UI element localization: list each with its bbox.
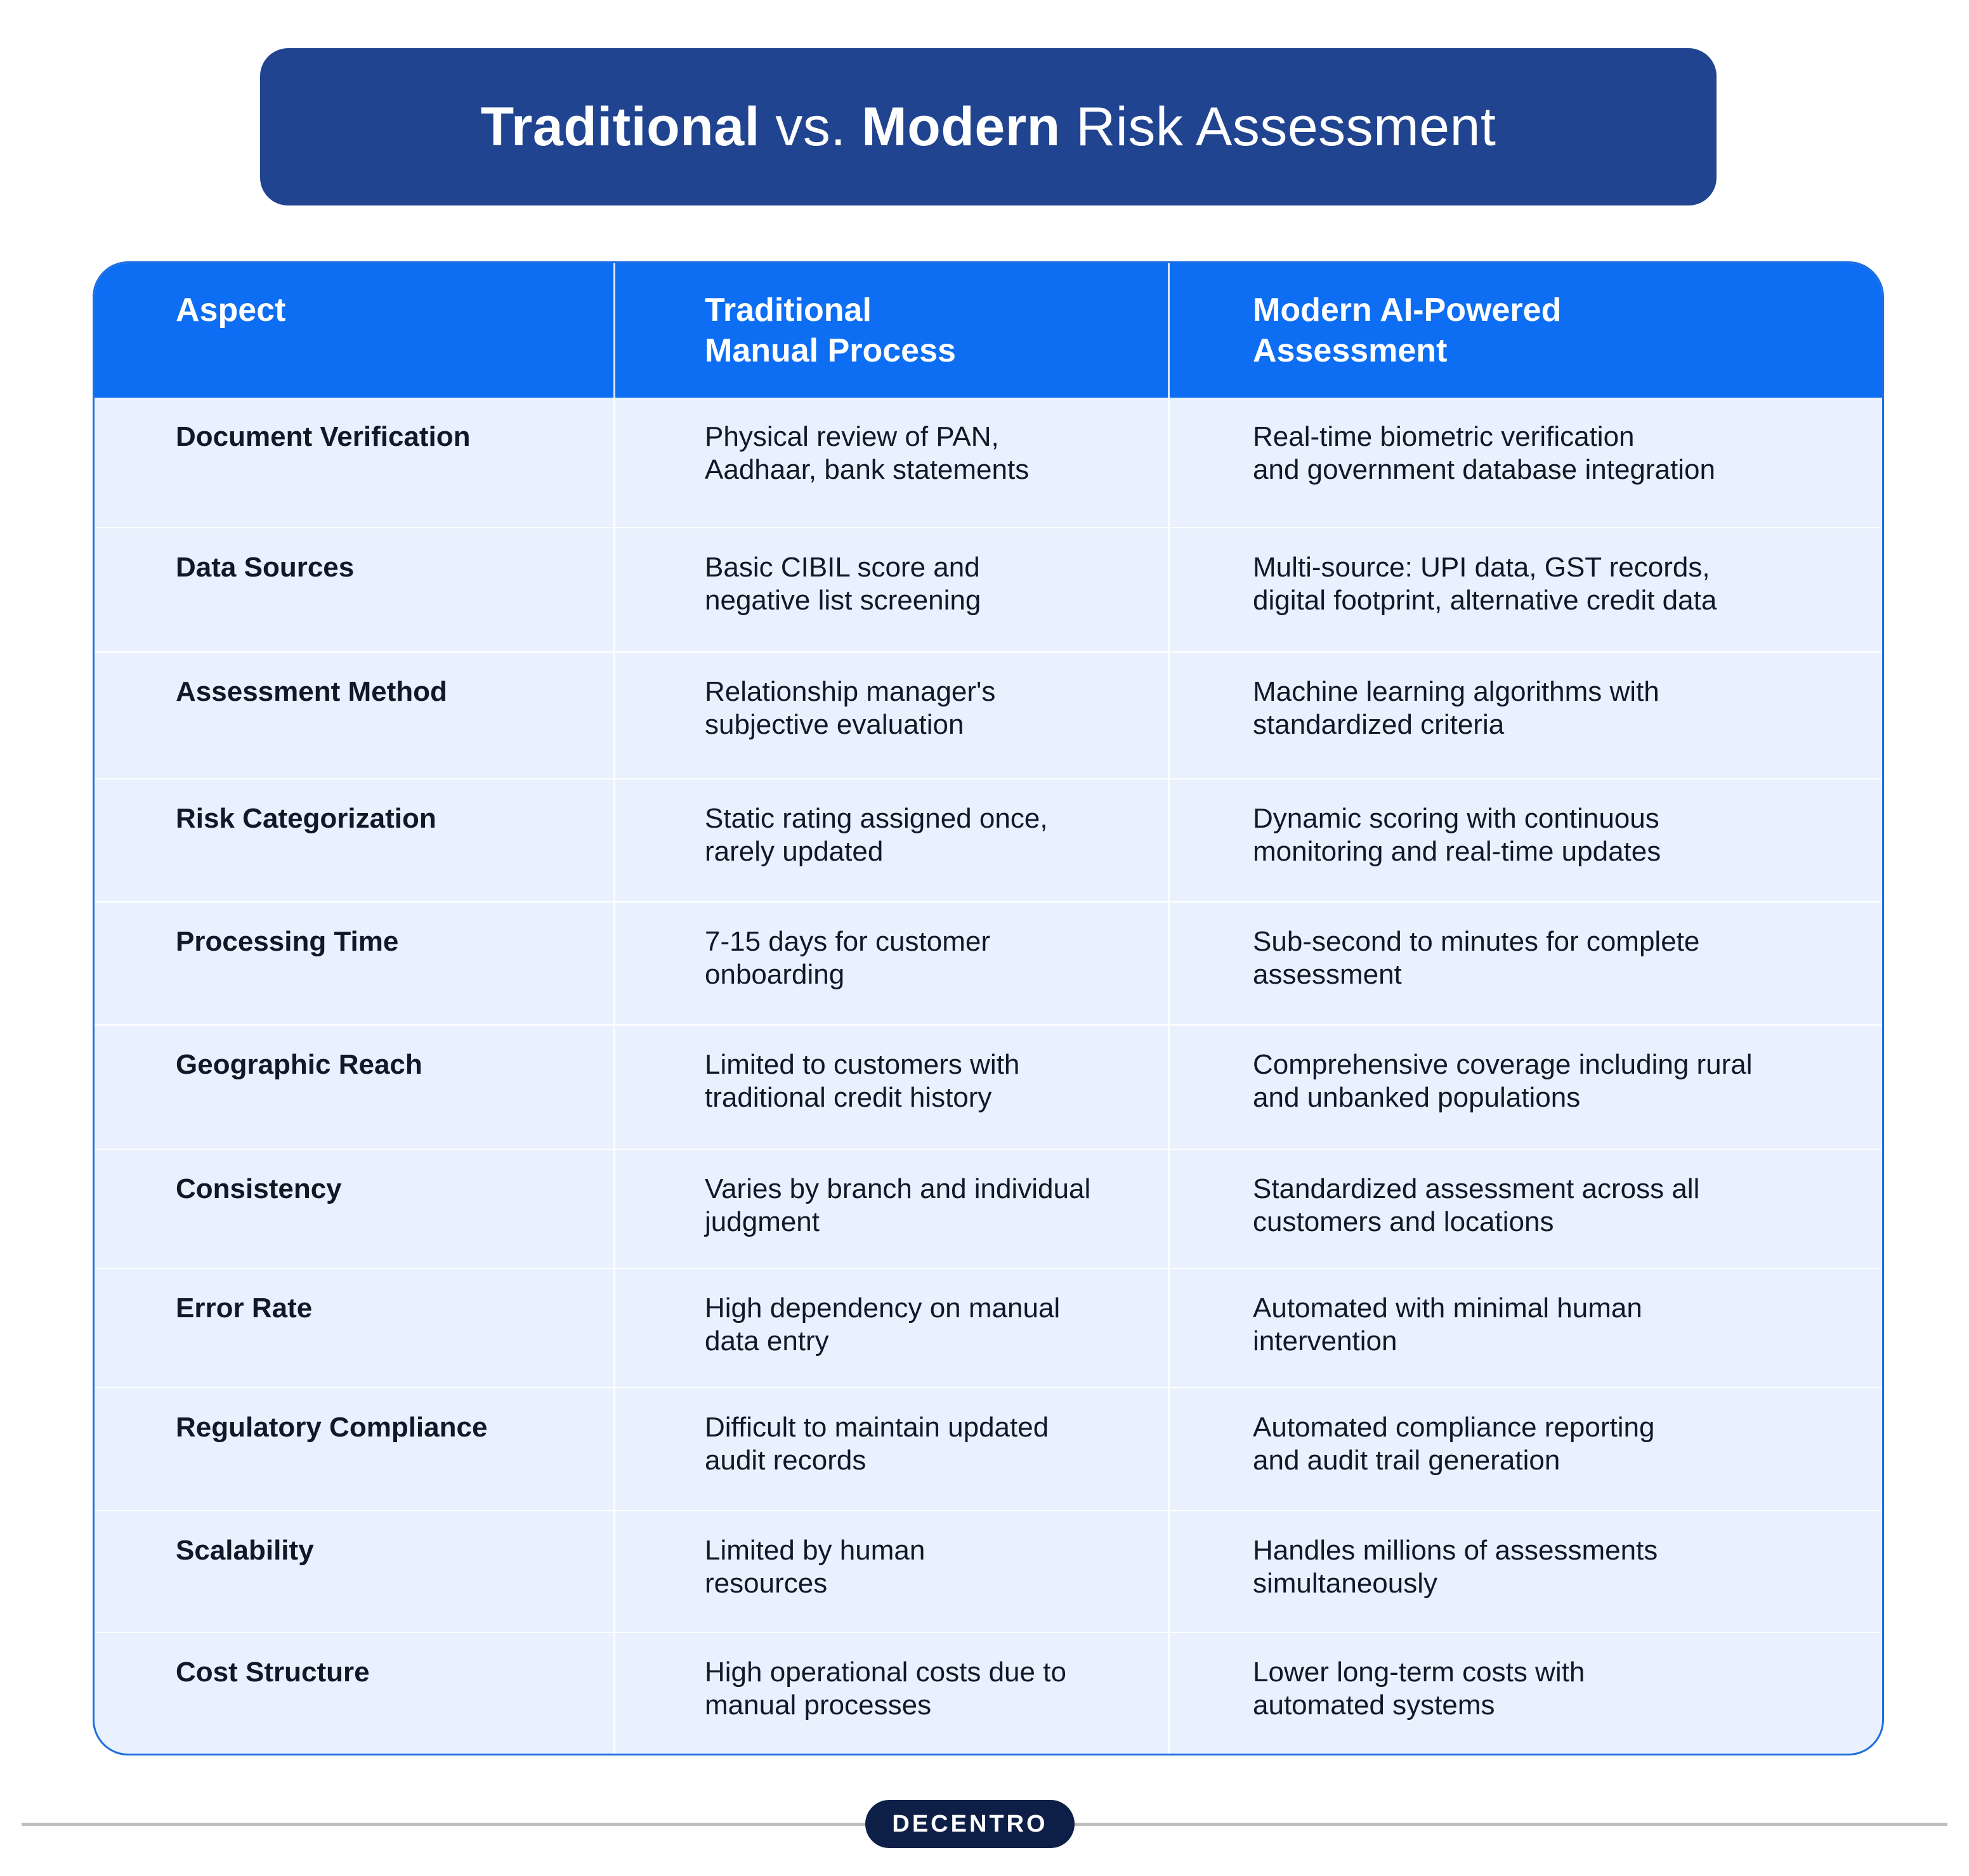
traditional-cell: [705, 1173, 1187, 1239]
modern-cell-line: assessment: [1253, 959, 1402, 990]
modern-cell: [1253, 1292, 1824, 1358]
table-row: [95, 527, 1882, 651]
aspect-cell: Regulatory Compliance: [176, 1412, 488, 1443]
traditional-cell: [705, 802, 1187, 868]
title-rest: Risk Assessment: [1060, 96, 1496, 157]
modern-cell-line: Handles millions of assessments: [1253, 1535, 1658, 1566]
aspect-cell: Scalability: [176, 1535, 314, 1566]
traditional-cell: [705, 925, 1187, 991]
traditional-cell-line: Aadhaar, bank statements: [705, 454, 1030, 485]
traditional-cell: [705, 1292, 1187, 1358]
table-row: [95, 1149, 1882, 1268]
aspect-cell: Document Verification: [176, 421, 471, 452]
traditional-cell-line: resources: [705, 1568, 828, 1599]
modern-cell: [1253, 675, 1824, 741]
traditional-cell-line: data entry: [705, 1326, 829, 1357]
traditional-cell-line: 7-15 days for customer: [705, 926, 990, 957]
modern-cell-line: Sub-second to minutes for complete: [1253, 926, 1700, 957]
aspect-cell: Assessment Method: [176, 676, 447, 707]
header-aspect: [176, 263, 607, 398]
table-row: [95, 901, 1882, 1024]
aspect-cell: Geographic Reach: [176, 1049, 422, 1080]
table-row: [95, 1268, 1882, 1387]
traditional-cell-line: manual processes: [705, 1690, 932, 1721]
aspect-cell: Risk Categorization: [176, 803, 436, 834]
header-modern-line2: Assessment: [1253, 332, 1448, 369]
modern-cell: [1253, 420, 1824, 486]
modern-cell: [1253, 1534, 1824, 1600]
table-row: [95, 651, 1882, 778]
modern-cell-line: Multi-source: UPI data, GST records,: [1253, 552, 1710, 583]
modern-cell-line: Automated compliance reporting: [1253, 1412, 1655, 1443]
traditional-cell: [705, 1656, 1187, 1722]
modern-cell-line: monitoring and real-time updates: [1253, 836, 1661, 867]
traditional-cell-line: rarely updated: [705, 836, 884, 867]
modern-cell-line: Machine learning algorithms with: [1253, 676, 1659, 707]
title-traditional: Traditional: [480, 96, 760, 157]
table-row: [95, 1024, 1882, 1149]
traditional-cell: [705, 1534, 1187, 1600]
traditional-cell-line: Relationship manager's: [705, 676, 996, 707]
comparison-table: [93, 261, 1884, 1755]
traditional-cell-line: negative list screening: [705, 585, 981, 616]
header-aspect-line1: Aspect: [176, 292, 286, 329]
traditional-cell: [705, 675, 1187, 741]
aspect-cell: Cost Structure: [176, 1657, 370, 1688]
modern-cell-line: standardized criteria: [1253, 709, 1505, 740]
modern-cell-line: and unbanked populations: [1253, 1082, 1581, 1113]
modern-cell: [1253, 551, 1824, 617]
modern-cell: [1253, 1656, 1824, 1722]
modern-cell-line: automated systems: [1253, 1690, 1495, 1721]
modern-cell: [1253, 1411, 1824, 1477]
table-row: [95, 398, 1882, 527]
modern-cell-line: intervention: [1253, 1326, 1397, 1357]
aspect-cell: Consistency: [176, 1173, 342, 1204]
modern-cell-line: Automated with minimal human: [1253, 1293, 1642, 1324]
title-modern: Modern: [861, 96, 1061, 157]
modern-cell-line: simultaneously: [1253, 1568, 1438, 1599]
traditional-cell-line: subjective evaluation: [705, 709, 964, 740]
traditional-cell-line: Static rating assigned once,: [705, 803, 1048, 834]
aspect-cell: Processing Time: [176, 926, 399, 957]
traditional-cell-line: judgment: [705, 1206, 820, 1237]
header-modern: [1253, 263, 1824, 398]
traditional-cell: [705, 1411, 1187, 1477]
modern-cell: [1253, 1048, 1824, 1114]
traditional-cell-line: High operational costs due to: [705, 1657, 1066, 1688]
traditional-cell: [705, 420, 1187, 486]
traditional-cell-line: Basic CIBIL score and: [705, 552, 980, 583]
traditional-cell: [705, 551, 1187, 617]
table-header: [95, 263, 1882, 398]
traditional-cell-line: High dependency on manual: [705, 1293, 1061, 1324]
modern-cell: [1253, 925, 1824, 991]
table-row: [95, 1632, 1882, 1755]
header-traditional: [705, 263, 1187, 398]
traditional-cell: [705, 1048, 1187, 1114]
table-row: [95, 1510, 1882, 1632]
modern-cell-line: Standardized assessment across all: [1253, 1173, 1700, 1204]
traditional-cell-line: audit records: [705, 1445, 867, 1476]
aspect-cell: Data Sources: [176, 552, 355, 583]
header-traditional-line2: Manual Process: [705, 332, 956, 369]
modern-cell-line: Lower long-term costs with: [1253, 1657, 1585, 1688]
page-title: [260, 48, 1717, 205]
traditional-cell-line: onboarding: [705, 959, 845, 990]
title-vs: vs.: [759, 96, 862, 157]
modern-cell-line: customers and locations: [1253, 1206, 1554, 1237]
aspect-cell: Error Rate: [176, 1293, 313, 1324]
modern-cell-line: Dynamic scoring with continuous: [1253, 803, 1659, 834]
modern-cell-line: and audit trail generation: [1253, 1445, 1560, 1476]
column-divider: [1168, 263, 1170, 1754]
modern-cell-line: and government database integration: [1253, 454, 1715, 485]
logo-text: DECENTRO: [892, 1810, 1048, 1837]
traditional-cell-line: traditional credit history: [705, 1082, 992, 1113]
modern-cell-line: digital footprint, alternative credit data: [1253, 585, 1717, 616]
traditional-cell-line: Limited to customers with: [705, 1049, 1020, 1080]
modern-cell: [1253, 1173, 1824, 1239]
traditional-cell-line: Difficult to maintain updated: [705, 1412, 1049, 1443]
header-modern-line1: Modern AI-Powered: [1253, 292, 1562, 329]
traditional-cell-line: Varies by branch and individual: [705, 1173, 1091, 1204]
traditional-cell-line: Limited by human: [705, 1535, 926, 1566]
traditional-cell-line: Physical review of PAN,: [705, 421, 999, 452]
table-row: [95, 778, 1882, 901]
column-divider: [613, 263, 615, 1754]
modern-cell-line: Comprehensive coverage including rural: [1253, 1049, 1753, 1080]
table-row: [95, 1387, 1882, 1510]
modern-cell: [1253, 802, 1824, 868]
decentro-logo: [865, 1800, 1075, 1848]
header-traditional-line1: Traditional: [705, 292, 872, 329]
modern-cell-line: Real-time biometric verification: [1253, 421, 1635, 452]
